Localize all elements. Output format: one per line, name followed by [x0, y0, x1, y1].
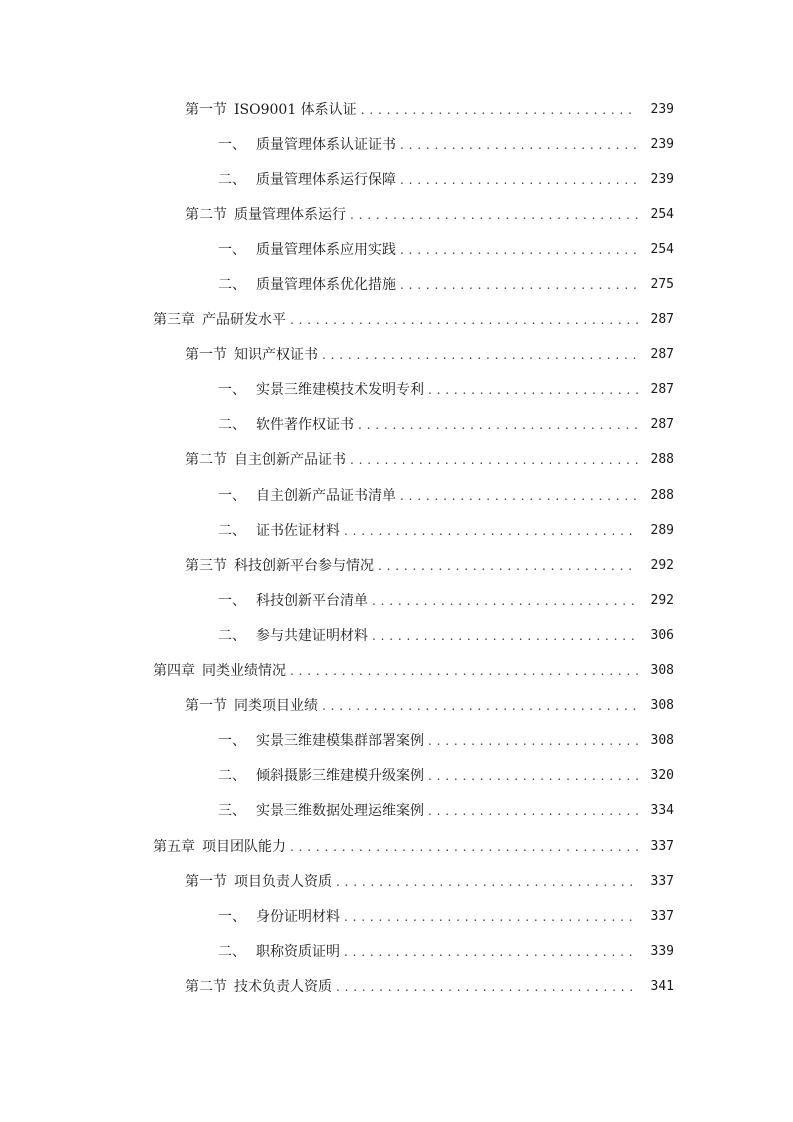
- toc-entry[interactable]: [0, 724, 793, 759]
- toc-entry-prefix: 第四章: [153, 663, 195, 680]
- toc-entry-page: 308: [650, 733, 674, 749]
- toc-entry-page: 239: [650, 171, 674, 187]
- toc-dot-leader: [290, 310, 638, 330]
- toc-entry[interactable]: [0, 934, 793, 969]
- toc-entry-page: 320: [650, 768, 674, 784]
- toc-entry-prefix: 二、: [218, 171, 246, 188]
- toc-entry[interactable]: [0, 338, 793, 373]
- toc-entry-label: 实景三维建模集群部署案例: [256, 733, 424, 750]
- toc-dot-leader: [290, 661, 638, 681]
- toc-entry-page: 239: [650, 136, 674, 152]
- toc-entry-page: 239: [650, 101, 674, 117]
- toc-entry-label: 质量管理体系运行保障: [256, 171, 396, 188]
- toc-entry-prefix: 第一节: [185, 101, 227, 118]
- toc-dot-leader: [428, 801, 638, 821]
- toc-dot-leader: [428, 731, 638, 751]
- toc-entry-label: 技术负责人资质: [234, 978, 332, 995]
- toc-entry-label: 产品研发水平: [202, 312, 286, 329]
- toc-entry-label: 自主创新产品证书清单: [256, 487, 396, 504]
- toc-entry-label: 同类项目业绩: [234, 698, 318, 715]
- toc-entry-prefix: 第三节: [185, 557, 227, 574]
- toc-dot-leader: [378, 556, 638, 576]
- toc-entry-prefix: 二、: [218, 417, 246, 434]
- toc-entry-page: 287: [650, 312, 674, 328]
- toc-entry-prefix: 第五章: [153, 838, 195, 855]
- toc-entry[interactable]: [0, 408, 793, 443]
- toc-entry-label: 实景三维建模技术发明专利: [256, 382, 424, 399]
- toc-dot-leader: [336, 872, 638, 892]
- toc-entry-label: 证书佐证材料: [256, 522, 340, 539]
- table-of-contents: [0, 92, 793, 1004]
- toc-entry-page: 275: [650, 277, 674, 293]
- toc-entry-label: 知识产权证书: [234, 347, 318, 364]
- toc-entry-label: 科技创新平台参与情况: [234, 557, 374, 574]
- toc-entry-label: 软件著作权证书: [256, 417, 354, 434]
- toc-entry-prefix: 第一节: [185, 873, 227, 890]
- toc-dot-leader: [344, 521, 638, 541]
- toc-dot-leader: [400, 135, 638, 155]
- toc-dot-leader: [344, 942, 638, 962]
- toc-entry-prefix: 二、: [218, 943, 246, 960]
- toc-entry[interactable]: [0, 267, 793, 302]
- toc-dot-leader: [358, 415, 638, 435]
- toc-entry-prefix: 二、: [218, 277, 246, 294]
- toc-entry[interactable]: [0, 443, 793, 478]
- toc-entry-prefix: 第一节: [185, 698, 227, 715]
- toc-entry-label: 同类业绩情况: [202, 663, 286, 680]
- toc-entry-label: 质量管理体系认证证书: [256, 136, 396, 153]
- toc-entry-prefix: 第三章: [153, 312, 195, 329]
- toc-entry-label: ISO9001 体系认证: [234, 101, 357, 118]
- toc-entry-page: 287: [650, 417, 674, 433]
- toc-entry-page: 334: [650, 803, 674, 819]
- toc-entry[interactable]: [0, 127, 793, 162]
- toc-entry-prefix: 二、: [218, 522, 246, 539]
- toc-entry-page: 337: [650, 908, 674, 924]
- toc-entry-page: 254: [650, 241, 674, 257]
- toc-entry-page: 287: [650, 382, 674, 398]
- toc-entry-page: 287: [650, 347, 674, 363]
- toc-entry[interactable]: [0, 759, 793, 794]
- toc-dot-leader: [350, 450, 638, 470]
- toc-entry-label: 参与共建证明材料: [256, 627, 368, 644]
- toc-entry-prefix: 一、: [218, 592, 246, 609]
- toc-dot-leader: [344, 907, 638, 927]
- toc-entry-prefix: 第二节: [185, 452, 227, 469]
- toc-entry-prefix: 第二节: [185, 206, 227, 223]
- toc-entry-page: 337: [650, 838, 674, 854]
- toc-entry-label: 项目负责人资质: [234, 873, 332, 890]
- toc-entry[interactable]: [0, 689, 793, 724]
- toc-entry[interactable]: [0, 864, 793, 899]
- toc-dot-leader: [400, 170, 638, 190]
- toc-entry[interactable]: [0, 794, 793, 829]
- toc-entry[interactable]: [0, 513, 793, 548]
- toc-entry-prefix: 一、: [218, 487, 246, 504]
- toc-entry-prefix: 一、: [218, 382, 246, 399]
- toc-entry[interactable]: [0, 899, 793, 934]
- toc-entry[interactable]: [0, 654, 793, 689]
- toc-entry[interactable]: [0, 618, 793, 653]
- toc-entry[interactable]: [0, 548, 793, 583]
- toc-entry-prefix: 一、: [218, 733, 246, 750]
- toc-entry[interactable]: [0, 162, 793, 197]
- toc-entry-page: 306: [650, 627, 674, 643]
- toc-entry-page: 292: [650, 592, 674, 608]
- toc-entry-label: 身份证明材料: [256, 908, 340, 925]
- toc-entry[interactable]: [0, 373, 793, 408]
- toc-dot-leader: [322, 696, 638, 716]
- toc-dot-leader: [400, 486, 638, 506]
- toc-dot-leader: [428, 766, 638, 786]
- toc-entry[interactable]: [0, 92, 793, 127]
- toc-entry-label: 质量管理体系运行: [234, 206, 346, 223]
- toc-dot-leader: [400, 275, 638, 295]
- toc-dot-leader: [322, 345, 638, 365]
- toc-dot-leader: [428, 380, 638, 400]
- toc-entry-page: 339: [650, 943, 674, 959]
- toc-dot-leader: [400, 240, 638, 260]
- toc-entry-label: 项目团队能力: [202, 838, 286, 855]
- toc-dot-leader: [372, 626, 638, 646]
- toc-entry-label: 自主创新产品证书: [234, 452, 346, 469]
- toc-entry-prefix: 一、: [218, 136, 246, 153]
- toc-dot-leader: [336, 977, 638, 997]
- toc-entry-label: 质量管理体系优化措施: [256, 277, 396, 294]
- toc-entry-prefix: 二、: [218, 768, 246, 785]
- toc-entry-page: 292: [650, 557, 674, 573]
- toc-entry[interactable]: [0, 232, 793, 267]
- toc-entry[interactable]: [0, 197, 793, 232]
- toc-entry-page: 308: [650, 663, 674, 679]
- toc-entry[interactable]: [0, 969, 793, 1004]
- toc-entry-prefix: 第二节: [185, 978, 227, 995]
- toc-dot-leader: [350, 205, 638, 225]
- toc-entry-prefix: 一、: [218, 241, 246, 258]
- toc-entry-page: 341: [650, 978, 674, 994]
- toc-entry-label: 质量管理体系应用实践: [256, 241, 396, 258]
- toc-dot-leader: [361, 100, 638, 120]
- toc-entry-page: 288: [650, 487, 674, 503]
- toc-entry[interactable]: [0, 829, 793, 864]
- toc-dot-leader: [290, 837, 638, 857]
- toc-entry[interactable]: [0, 478, 793, 513]
- toc-entry-prefix: 一、: [218, 908, 246, 925]
- toc-entry-page: 288: [650, 452, 674, 468]
- toc-entry[interactable]: [0, 583, 793, 618]
- toc-entry-prefix: 第一节: [185, 347, 227, 364]
- toc-entry-page: 289: [650, 522, 674, 538]
- toc-entry-page: 254: [650, 206, 674, 222]
- toc-entry-label: 实景三维数据处理运维案例: [256, 803, 424, 820]
- toc-entry-page: 337: [650, 873, 674, 889]
- toc-dot-leader: [372, 591, 638, 611]
- toc-entry-page: 308: [650, 698, 674, 714]
- toc-entry[interactable]: [0, 303, 793, 338]
- toc-entry-label: 科技创新平台清单: [256, 592, 368, 609]
- toc-entry-label: 职称资质证明: [256, 943, 340, 960]
- toc-entry-prefix: 二、: [218, 627, 246, 644]
- toc-entry-prefix: 三、: [218, 803, 246, 820]
- toc-entry-label: 倾斜摄影三维建模升级案例: [256, 768, 424, 785]
